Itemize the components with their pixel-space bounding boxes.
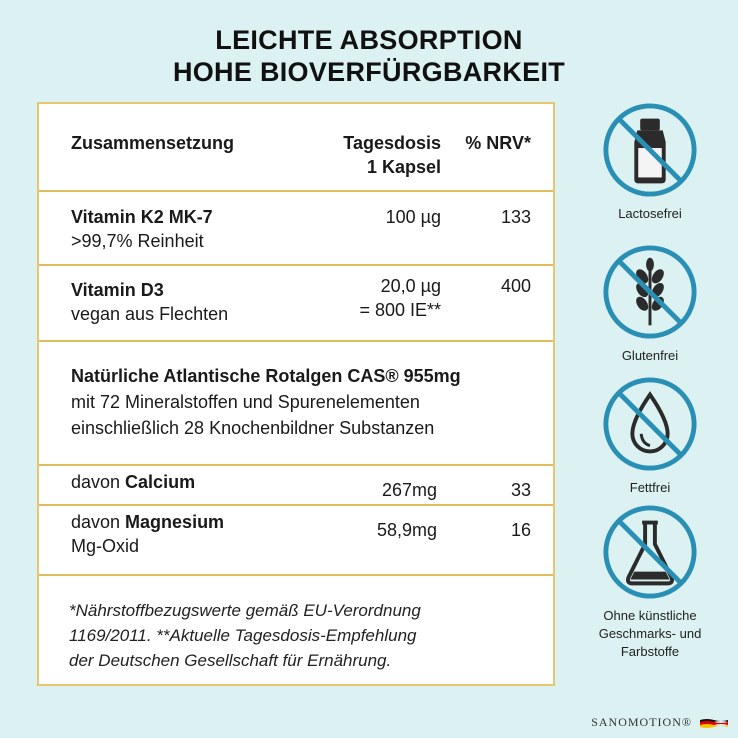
row-calcium-label: Calcium (125, 472, 196, 492)
badge-lactose-label: Lactosefrei (618, 206, 682, 221)
row-divider (39, 264, 553, 266)
row-calcium-nrv: 33 (510, 480, 531, 500)
badge-gluten-free (580, 243, 720, 365)
row-k2-sub: >99,7% Reinheit (71, 231, 204, 251)
brand-name: SANOMOTION® (591, 715, 692, 729)
row-calcium-dose: 267mg (381, 480, 437, 500)
row-magnesium-sub: Mg-Oxid (71, 536, 140, 556)
row-magnesium-nrv: 16 (510, 520, 531, 540)
row-divider (39, 574, 553, 576)
headline (0, 24, 738, 88)
wheat-icon (601, 243, 699, 341)
row-d3-dose: 20,0 µg (380, 276, 441, 296)
col-header-nrv: % NRV* (465, 133, 531, 153)
badge-fat-label: Fettfrei (629, 480, 671, 495)
headline-line-1: LEICHTE ABSORPTION (215, 25, 523, 55)
row-divider (39, 340, 553, 342)
footnote-line-2: 1169/2011. **Aktuelle Tagesdosis-Empfehlung (69, 626, 417, 645)
footnote (69, 598, 529, 673)
row-calcium-name (71, 470, 195, 494)
row-divider (39, 504, 553, 506)
badge-flavor-line-2: Geschmarks- und (598, 626, 702, 641)
row-k2-name: Vitamin K2 MK-7 (71, 207, 213, 227)
col-header-name: Zusammensetzung (71, 133, 235, 153)
row-divider (39, 464, 553, 466)
german-flag-icon (700, 718, 728, 728)
badge-flavor-line-1: Ohne künstliche (603, 608, 697, 623)
row-k2-dose: 100 µg (385, 207, 441, 227)
row-d3-name: Vitamin D3 (71, 280, 164, 300)
row-d3-sub: vegan aus Flechten (71, 304, 229, 324)
badge-lactose-free (580, 101, 720, 223)
badge-flavor-line-3: Farbstoffe (620, 644, 680, 659)
droplet-icon (601, 375, 699, 473)
row-magnesium-dose: 58,9mg (376, 520, 437, 540)
composition-table (37, 102, 555, 686)
row-k2-nrv: 133 (500, 207, 531, 227)
col-header-dose: Tagesdosis (343, 133, 441, 153)
row-d3-dose-ie: = 800 IE** (359, 300, 441, 320)
algae-title: Natürliche Atlantische Rotalgen CAS® 955mg (71, 366, 461, 386)
milk-bottle-icon (601, 101, 699, 199)
headline-line-2: HOHE BIOVERFÜRGBARKEIT (172, 57, 566, 87)
footnote-line-1: *Nährstoffbezugswerte gemäß EU-Verordnung (69, 601, 421, 620)
algae-line-3: einschließlich 28 Knochenbildner Substanzen (71, 418, 435, 438)
row-magnesium-prefix: davon (71, 512, 126, 532)
brand-logo (591, 715, 728, 730)
algae-line-2: mit 72 Mineralstoffen und Spurenelementen (71, 392, 420, 412)
flask-icon (601, 503, 699, 601)
footnote-line-3: der Deutschen Gesellschaft für Ernährung. (69, 651, 392, 670)
badge-fat-free (580, 375, 720, 497)
row-magnesium-name (71, 510, 224, 534)
badge-no-artificial (580, 503, 720, 661)
badge-flavor-label (580, 607, 720, 661)
row-calcium-prefix: davon (71, 472, 126, 492)
col-header-dose-sub: 1 Kapsel (366, 157, 441, 177)
badge-gluten-label: Glutenfrei (621, 348, 679, 363)
row-d3-nrv: 400 (500, 276, 531, 296)
row-divider (39, 190, 553, 192)
row-magnesium-label: Magnesium (125, 512, 225, 532)
